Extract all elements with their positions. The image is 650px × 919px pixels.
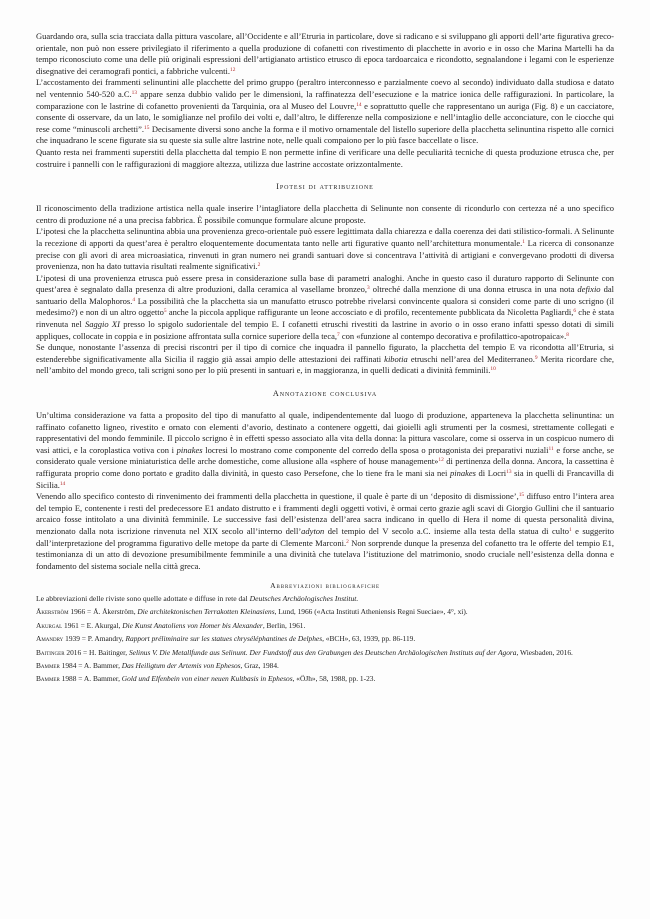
- footnote-marker: 15: [518, 492, 525, 498]
- section-3: [36, 410, 614, 572]
- text-run: di pertinenza della donna. Ancora, la cassettina è raffigurata proprio come dono portato e gradito dalla divinità, in questo caso Persefone, che lo tiene fra le mani sia nei: [36, 456, 614, 478]
- text-run: Venendo allo specifico contesto di rinvenimento dei frammenti della placchetta in questione, il quale è parte di un ‘deposito di dismissione’,: [36, 491, 519, 502]
- paragraph: [36, 77, 614, 147]
- italic-run: defixio: [577, 284, 601, 295]
- footnote-marker: 14: [356, 101, 362, 108]
- text-run: , Graz, 1984.: [240, 660, 279, 670]
- footnote-marker: 1: [522, 238, 525, 245]
- italic-run: pinakes: [450, 468, 476, 478]
- section-heading: Annotazione conclusiva: [272, 389, 378, 399]
- text-run: oltreché dalla menzione di una donna etrusca in una nota: [369, 284, 578, 295]
- text-run: anche la piccola applique raffigurante un leone accosciato e di profilo, recentemente pubblicata da Nicoletta Pagliardi,: [166, 307, 574, 318]
- text-run: del tempio del V secolo a.C. insieme alla testa della statua di culto: [324, 525, 569, 536]
- bibliography-abbreviation: Baitinger 2016: [36, 647, 82, 657]
- section-1: [36, 31, 614, 170]
- footnote-marker: 2: [257, 261, 261, 268]
- footnote-marker: 12: [230, 66, 236, 73]
- paragraph: [36, 273, 614, 343]
- text-run: = A. Bammer,: [76, 674, 122, 684]
- text-run: diffuso entro l’intera area del tempio E, contenente i resti del predecessore E1 andato distrutto e i frammenti degli oggetti votivi, è ormai certo grazie agli scavi di Giorgio Gullini che il santuario arcaico fosse intitolato a una divinità femminile. Le successive fasi dell’esistenza dell’area sacra indicano in quello di Hera il nome di questa personalità divina, menzionato dalla nota iscrizione rinvenuta nel XIX secolo all’interno dell’: [36, 491, 614, 536]
- italic-run: Rapport préliminaire sur les statues chryséléphantines de Delphes: [125, 634, 323, 644]
- footnote-marker: 1: [568, 526, 572, 533]
- footnote-marker: 4: [132, 296, 136, 303]
- text-run: La possibilità che la placchetta sia un manufatto etrusco potrebbe rivelarsi convincente qualora si consideri come parte di uno scrigno (il medesimo?) e non di un altro oggetto: [36, 295, 614, 318]
- text-run: locresi lo mostrano come componente del corredo della sposa o protagonista dei preparativi nuziali: [202, 444, 549, 455]
- text-run: Il riconoscimento della tradizione artistica nella quale inserire l’intagliatore della placchetta di Selinunte non consente di ricondurlo con certezza né a uno specifico centro di produzione né a una precisa fabbrica. È possibile comunque formulare alcune proposte.: [36, 203, 614, 225]
- text-run: Quanto resta nei frammenti superstiti della placchetta dal tempio E non permette infine di verificare una delle peculiarità tecniche di questa produzione etrusca che, per costruire i pannelli con le raffigurazioni di maggiore altezza, utilizza due lastrine accostate orizzontalmente.: [36, 146, 614, 169]
- footnote-marker: 5: [163, 308, 167, 315]
- italic-run: adyton: [301, 525, 325, 536]
- footnote-marker: 12: [438, 457, 444, 464]
- italic-run: Die Kunst Anatoliens von Homer bis Alexander: [122, 620, 263, 630]
- text-run: L’ipotesi che la placchetta selinuntina abbia una provenienza greco-orientale può essere legittimata dalla chiarezza e dalla coerenza dei dati stilistico-formali. A Selinunte la recezione di apporti da quest’area è peraltro eloquentemente documentata tanto nelle arti figurative quanto nell’architettura monumentale.: [36, 226, 614, 248]
- text-run: Non sorprende dunque la presenza del cofanetto tra le offerte del tempio E1, testimonianza di un atto di devozione presumibilmente femminile a una divinità che tutelava l’istituzione del matrimonio, snodo cruciale nell’esistenza della donna e fondamento del sistema sociale nella città greca.: [36, 537, 614, 571]
- italic-run: Gold und Elfenbein von einer neuen Kultbasis in Ephesos: [121, 674, 293, 684]
- text-run: Guardando ora, sulla scia tracciata dalla pittura vascolare, all’Occidente e all’Etruria in particolare, dove si radicano e si sviluppano gli apporti dell’arte figurativa greco-orientale, non può non essere privilegiato il riferimento a quella produzione di cofanetti con rivestimento di placchette in avorio e in osso che Marina Martelli ha da tempo riconosciuto come una delle più originali espressioni dell’artigianato artistico etrusco di epoca tardoarcaica e ricondotto, segnalandone i legami con le esperienze disegnative dei ceramografi pontici, a fabbriche vulcenti.: [36, 31, 614, 76]
- bibliography-entry: [36, 607, 614, 617]
- bibliography-entry: [36, 634, 614, 644]
- footnote-marker: 7: [337, 331, 340, 338]
- bibliography-intro: [36, 593, 614, 604]
- italic-run: Deutsches Archäologisches Institut.: [249, 594, 359, 604]
- footnote-marker: 13: [506, 468, 512, 475]
- text-run: Un’ultima considerazione va fatta a proposito del tipo di manufatto al quale, indipendentemente dal luogo di produzione, apparteneva la placchetta selinuntina: un raffinato cofanetto ligneo, rivestito e ornato con elementi d’avorio, destinato a contenere oggetti, dai gioielli agli strumenti per la cosmesi, strettamente collegati e rappresentativi del mondo femminile. Il piccolo scrigno è in effetti spesso associato alla vita della donna: la pittura vascolare, come si osserva in un cospicuo numero di vasi attici, e la coroplastica votiva con i: [36, 410, 614, 455]
- text-run: presso lo spigolo sudorientale del tempio E. I cofanetti etruschi rivestiti da lastrine in avorio o in osso erano infatti spesso dotati di simili appliques, collocate in coppia e in posizione affrontata sulla cornice superiore della teca,: [36, 319, 614, 341]
- paragraph: [36, 410, 614, 491]
- bibliography-entry: [36, 661, 614, 671]
- text-run: e soprattutto quelle che rappresentano un auriga (Fig. 8) e un cacciatore, consente di osservare, da un lato, le somiglianze nel profilo dei volti e, dall’altro, le differenze nella composizione e nell’intaglio delle acconciature, con le ciocche qui rese come “minuscoli archetti”.: [36, 100, 614, 134]
- footnote-marker: 13: [131, 89, 138, 96]
- text-run: Merita ricordare che, nell’ambito del mondo greco, tali scrigni sono per lo più presenti in santuari e, in maggioranza, in quelli dedicati a divinità femminili.: [36, 353, 614, 376]
- section-2: [36, 203, 614, 377]
- footnote-marker: 10: [490, 366, 496, 373]
- italic-run: pinakes: [176, 444, 203, 455]
- text-run: La ricerca di consonanze precise con gli avori di area microasiatica, rinvenuti in gran numero nei grandi santuari dove si concentrava l’attività di artigiani e convergevano prodotti di diversa provenienza, non ha dato tuttavia risultati realmente significativi.: [36, 237, 614, 272]
- text-run: e forse anche, se considerato quale versione miniaturistica delle arche domestiche, come allusione alla «sphere of house management»: [36, 444, 614, 467]
- text-run: e suggerito dall’interpretazione del programma figurativo delle metope da parte di Clemente Marconi.: [36, 525, 614, 548]
- text-run: con «funzione al contempo decorativa e profilattico-apotropaica».: [339, 330, 567, 341]
- bibliography-entry: [36, 674, 614, 684]
- text-run: = E. Akurgal,: [78, 620, 123, 630]
- footnote-marker: 6: [573, 308, 577, 315]
- italic-run: Das Heiligtum der Artemis von Ephesos: [121, 660, 241, 670]
- paragraph: [36, 226, 614, 272]
- bibliography-abbreviation: Akurgal 1961: [36, 620, 79, 630]
- bibliography-abbreviation: Bammer 1988: [36, 674, 77, 684]
- paragraph: [36, 491, 614, 572]
- text-run: L’accostamento dei frammenti selinuntini alle placchette del primo gruppo (peraltro interconnesso e parzialmente coevo al secondo) individuato dalla studiosa e datato nel ventennio 540-520 a.C.: [36, 77, 614, 99]
- text-run: , «BCH», 63, 1939, pp. 86-119.: [322, 634, 416, 644]
- text-run: , Berlin, 1961.: [262, 620, 306, 630]
- footnote-marker: 9: [534, 354, 538, 361]
- text-run: , «ÖJh», 58, 1988, pp. 1-23.: [292, 674, 376, 684]
- text-run: sia in quelli di Francavilla di Sicilia.: [36, 468, 615, 490]
- italic-run: Die architektonischen Terrakotten Kleinasiens: [137, 607, 275, 617]
- text-run: L’ipotesi di una provenienza etrusca può essere presa in considerazione sulla base di parametri analoghi. Anche in questo caso il duraturo rapporto di Selinunte con quest’area è segnalato dalla presenza di altre produzioni, dalla ceramica al vasellame bronzeo,: [36, 272, 614, 295]
- footnote-marker: 8: [566, 331, 569, 338]
- bibliography-entry: [36, 648, 614, 658]
- text-run: = P. Amandry,: [79, 634, 126, 644]
- text-run: = A. Bammer,: [76, 660, 122, 670]
- text-run: di Locri: [475, 468, 507, 478]
- italic-run: Saggio XI: [85, 319, 120, 330]
- footnote-marker: 14: [59, 480, 66, 487]
- footnote-marker: 2: [346, 538, 349, 545]
- italic-run: kibotia: [384, 353, 408, 364]
- footnote-marker: 11: [548, 445, 554, 452]
- text-run: = Å. Åkerström,: [85, 607, 138, 617]
- text-run: dal santuario della Malophoros.: [36, 284, 614, 306]
- section-heading: Ipotesi di attribuzione: [276, 182, 374, 192]
- page: [36, 31, 614, 688]
- bibliography-list: [36, 607, 614, 684]
- text-run: Decisamente diversi sono anche la forma e il motivo ornamentale del listello superiore della placchetta selinuntina rispetto alle cornici che inquadrano le scene figurate sia su queste sia sulle altre lastrine note, nelle quali compaiono per lo più fasce baccellate o lisce.: [36, 123, 615, 146]
- text-run: , Lund, 1966 («Acta Instituti Atheniensis Regni Sueciae», 4°, xi).: [274, 607, 468, 617]
- bibliography-abbreviation: Åkerström 1966: [36, 607, 86, 617]
- bibliography-heading: Abbreviazioni bibliografiche: [270, 581, 380, 591]
- paragraph: [36, 31, 614, 77]
- paragraph: [36, 342, 614, 377]
- footnote-marker: 15: [144, 124, 150, 131]
- text-run: = H. Baitinger,: [81, 647, 129, 657]
- italic-run: Selinus V. Die Metallfunde aus Selinunt. Der Fundstoff aus den Grabungen des Deutschen Archäologischen Instituts auf der Agora: [128, 647, 517, 657]
- bibliography-abbreviation: Bammer 1984: [36, 660, 77, 670]
- text-run: Se dunque, nonostante l’assenza di precisi riscontri per il tipo di cornice che inquadra il pannello figurato, la placchetta del tempio E va ricondotta all’Etruria, si estenderebbe significativamente alla Sicilia il raggio già assai ampio delle attestazioni dei raffinati: [36, 342, 614, 364]
- text-run: , Wiesbaden, 2016.: [516, 647, 573, 657]
- paragraph: [36, 147, 614, 170]
- text-run: che è stata rinvenuta nel: [36, 307, 614, 330]
- paragraph: [36, 203, 614, 226]
- footnote-marker: 3: [367, 285, 370, 292]
- text-run: appare senza dubbio valido per le dimensioni, la raffinatezza dell’esecuzione e la matrice ionica delle raffigurazioni. In particolare, la comparazione con le lastrine di cofanetto provenienti da Tarquinia, ora al Museo del Louvre,: [36, 88, 614, 111]
- text-run: etruschi nell’area del Mediterraneo.: [407, 353, 535, 364]
- text-run: Le abbreviazioni delle riviste sono quelle adottate e diffuse in rete dal: [36, 594, 250, 604]
- bibliography-entry: [36, 621, 614, 631]
- bibliography-abbreviation: Amandry 1939: [36, 634, 80, 644]
